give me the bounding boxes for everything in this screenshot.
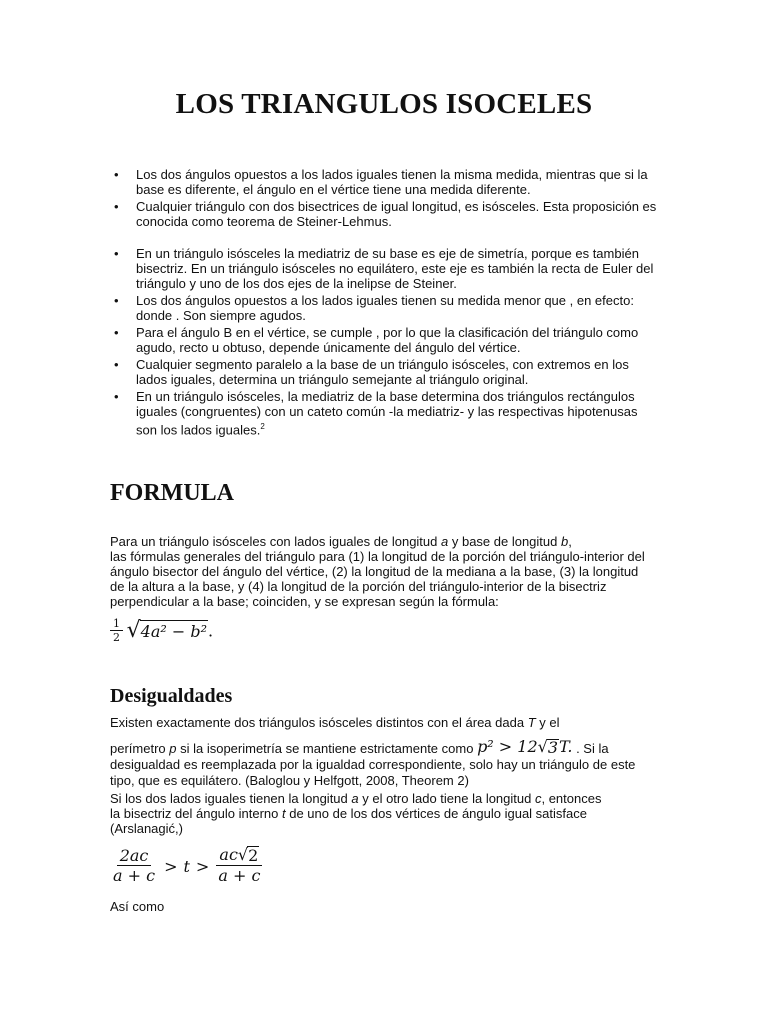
desigualdades-paragraph-1 [110, 715, 656, 789]
radical-sign-icon: √ [126, 617, 141, 643]
fraction-numerator [216, 846, 262, 866]
var-t: t [183, 856, 190, 876]
paragraph-text: , [568, 534, 572, 549]
list-item [114, 389, 662, 437]
paragraph-text: , entonces [541, 791, 602, 806]
formula-half-sqrt [110, 618, 213, 652]
var-b: b [560, 534, 569, 549]
fraction-right [215, 846, 263, 886]
isoperimetric-inequality [477, 737, 572, 756]
var-t: t [282, 806, 286, 821]
numerator-text: ac [219, 845, 238, 864]
desigualdades-heading: Desigualdades [110, 685, 233, 707]
paragraph-text: y base de longitud [448, 534, 561, 549]
paragraph-text: si la isoperimetría se mantiene estrictamente como [176, 741, 478, 756]
bullet-list-2 [114, 246, 662, 439]
greater-than-sign: > [195, 856, 210, 876]
list-item: • En un triángulo isósceles la mediatriz de su base es eje de simetría, porque es también bisectriz. En un triángulo isósceles no equilátero, este eje es también la recta de Euler del triángulo y uno de los dos ejes de la inelipse de Steiner. [114, 246, 662, 291]
paragraph-text: Existen exactamente dos triángulos isósceles distintos con el área dada [110, 715, 528, 730]
radicand: 3 [547, 738, 559, 757]
paragraph-text: (Arslanagić,) [110, 821, 183, 836]
fraction-numerator: 1 [110, 618, 123, 631]
footnote-mark: 2 [260, 422, 265, 431]
desigualdades-paragraph-2 [110, 791, 656, 836]
fraction-denominator: 2 [113, 631, 120, 644]
paragraph-line [110, 739, 572, 757]
paragraph-text: y el [535, 715, 560, 730]
formula-heading: FORMULA [110, 480, 234, 506]
var-a: a [351, 791, 359, 806]
paragraph-text: y el otro lado tiene la longitud [358, 791, 535, 806]
inequality-left: p² > 12 [477, 737, 538, 756]
var-a: a [441, 534, 449, 549]
greater-than-sign: > [164, 856, 178, 876]
list-item-text: En un triángulo isósceles, la mediatriz de la base determina dos triángulos rectángulos iguales (congruentes) con un cateto común -la mediatriz- y las respectivas hipotenusas son los lados iguales. [136, 389, 638, 438]
page-title: LOS TRIANGULOS ISOCELES [175, 88, 593, 120]
list-item: • Los dos ángulos opuestos a los lados iguales tienen la misma medida, mientras que si la base es diferente, el ángulo en el vértice tiene una medida diferente. [114, 167, 662, 197]
list-item: • Cualquier segmento paralelo a la base de un triángulo isósceles, con extremos en los lados iguales, determina un triángulo semejante al triángulo original. [114, 357, 662, 387]
paragraph-text: perímetro [110, 741, 170, 756]
radicand: 2 [248, 846, 259, 865]
fraction-denominator: a + c [113, 865, 156, 885]
list-item: • Para el ángulo B en el vértice, se cumple , por lo que la clasificación del triángulo como agudo, recto u obtuso, depende únicamente del ángulo del vértice. [114, 325, 662, 355]
radicand: 4a² − b² [140, 621, 208, 641]
fraction-left [110, 847, 158, 886]
list-item: • Cualquier triángulo con dos bisectrices de igual longitud, es isósceles. Esta proposición es conocida como teorema de Steiner-Lehmus. [114, 199, 662, 229]
inequality-right: T. [559, 737, 573, 756]
closing-text: Así como [110, 899, 165, 914]
var-T: T [527, 715, 536, 730]
bisector-inequality [110, 846, 263, 886]
fraction-numerator: 2ac [117, 847, 152, 866]
square-root [238, 846, 259, 865]
fraction [110, 618, 123, 644]
fraction-denominator: a + c [218, 866, 261, 885]
paragraph-text: Si los dos lados iguales tienen la longitud [110, 791, 352, 806]
paragraph-text: la bisectriz del ángulo interno [110, 806, 282, 821]
list-item: • Los dos ángulos opuestos a los lados iguales tienen su medida menor que , en efecto: donde . Son siempre agudos. [114, 293, 662, 323]
paragraph-text: de uno de los dos vértices de ángulo igual satisface [285, 806, 587, 821]
formula-end: . [208, 621, 214, 641]
var-p: p [169, 741, 177, 756]
formula-paragraph [110, 534, 656, 609]
paragraph-text: las fórmulas generales del triángulo para (1) la longitud de la porción del triángulo-interior del ángulo bisector del ángulo del vértice, (2) la longitud de la mediana a la base, (3) la longitud de la altura a la base, y (4) la longitud de la porción del triángulo-interior de la bisectriz perpendicular a la base; coinciden, y se expresan según la fórmula: [110, 549, 645, 609]
var-c: c [534, 791, 542, 806]
square-root [538, 739, 559, 756]
radical-sign-icon: √ [537, 737, 548, 756]
square-root [126, 617, 208, 643]
radical-sign-icon: √ [237, 845, 249, 864]
paragraph-text: . Si la desigualdad es reemplazada por la igualdad correspondiente, solo hay un triángulo de este tipo, que es equilátero. (Baloglou y Helfgott, 2008, Theorem 2) [110, 741, 636, 788]
bullet-list-1 [114, 167, 662, 231]
paragraph-text: Para un triángulo isósceles con lados iguales de longitud [110, 534, 441, 549]
